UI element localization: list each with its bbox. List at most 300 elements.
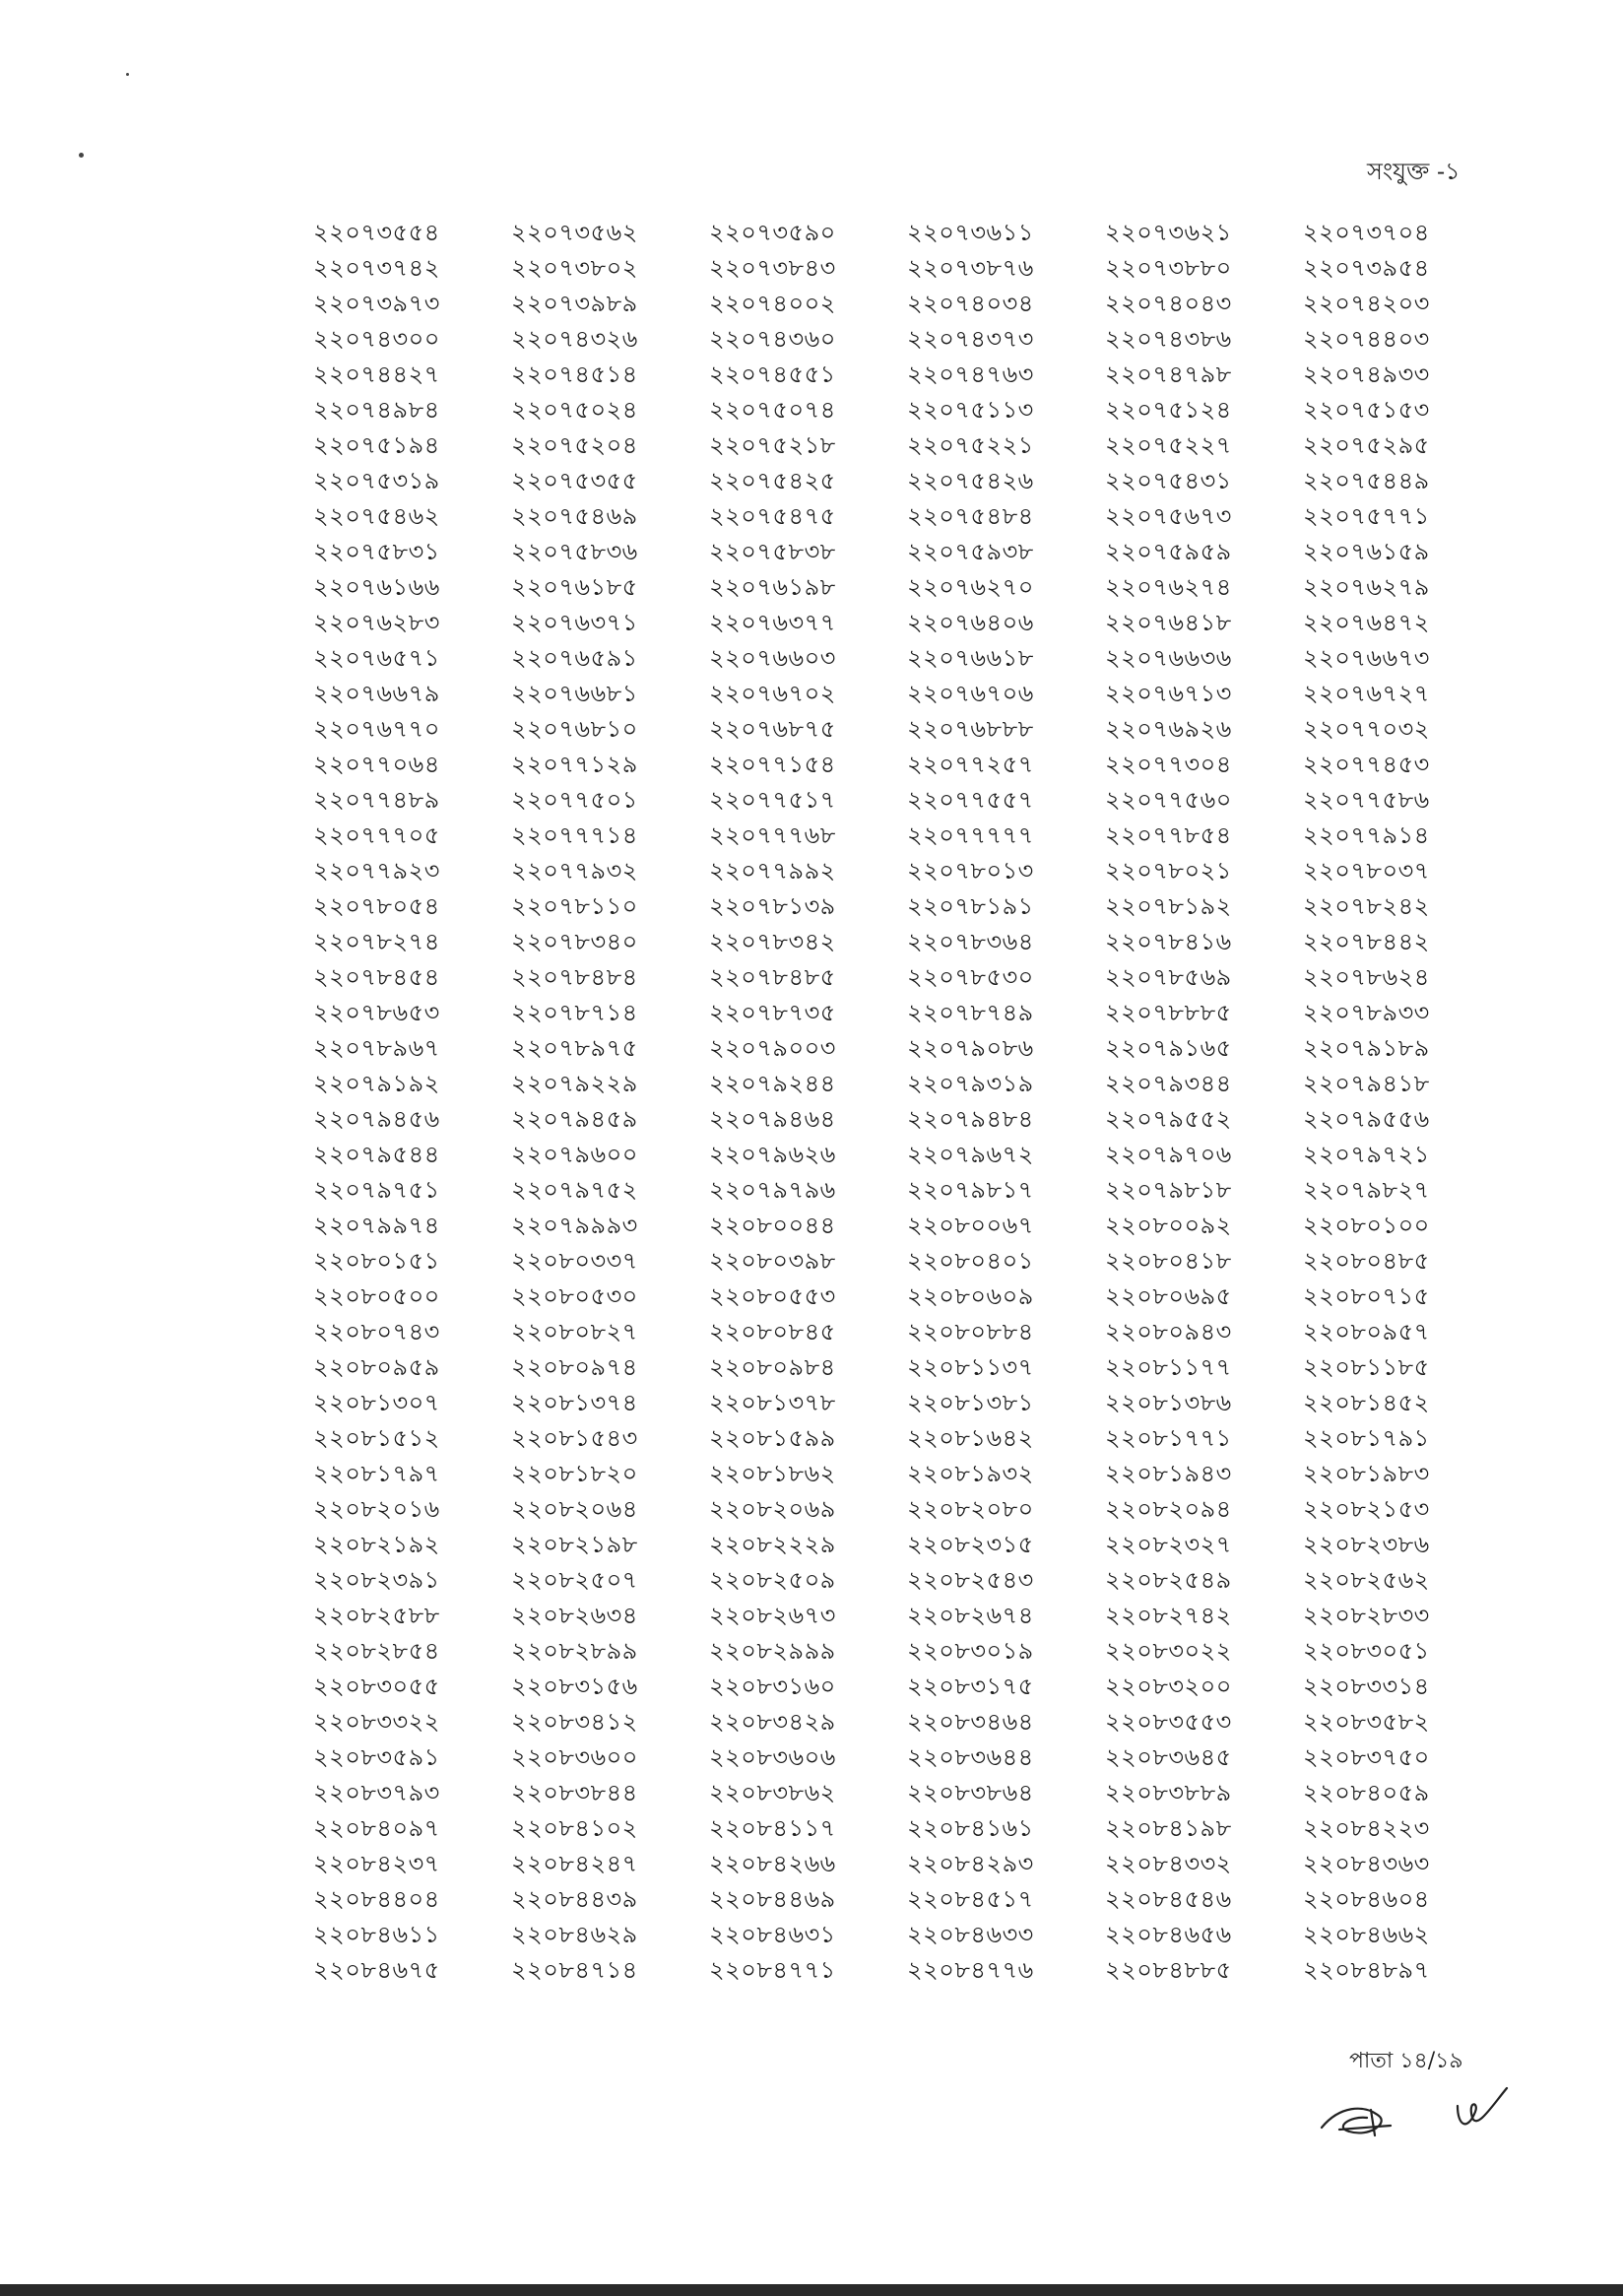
roll-number-cell: ২২০৮১১৮৫ [1303,1353,1430,1381]
roll-number-cell: ২২০৮২১৯২ [313,1531,440,1558]
roll-number-cell: ২২০৭৭৯২৩ [313,857,440,885]
roll-number-cell: ২২০৭৭৭০৫ [313,821,440,849]
roll-number-cell: ২২০৭৮৭১৪ [511,999,638,1026]
roll-number-cell: ২২০৮৪১০২ [511,1814,638,1842]
roll-number-cell: ২২০৭৬৭১৩ [1105,680,1232,707]
roll-number-cell: ২২০৭৬২৭০ [907,573,1034,601]
roll-number-cell: ২২০৭৭৭১৪ [511,821,638,849]
roll-number-cell: ২২০৭৬৩৭৭ [709,609,836,636]
roll-number-cell: ২২০৮৩৩২২ [313,1708,440,1736]
roll-number-cell: ২২০৭৭৯৩২ [511,857,638,885]
roll-number-cell: ২২০৭৫৪২৬ [907,467,1034,494]
roll-number-cell: ২২০৭৩৮০২ [511,254,638,282]
roll-number-cell: ২২০৮২৮৫৪ [313,1637,440,1665]
roll-number-cell: ২২০৭৫৪৭৫ [709,502,836,530]
roll-number-cell: ২২০৭৮২৭৪ [313,928,440,955]
roll-number-cell: ২২০৮১৩৭৮ [709,1389,836,1416]
roll-number-cell: ২২০৮০০৬৭ [907,1212,1034,1239]
roll-number-cell: ২২০৮৩৮৬৪ [907,1779,1034,1806]
roll-number-cell: ২২০৮০৯৫৯ [313,1353,440,1381]
roll-number-cell: ২২০৮১৭৭১ [1105,1424,1232,1452]
roll-number-cell: ২২০৭৮৫৬৯ [1105,963,1232,991]
roll-number-cell: ২২০৮৩৪২৯ [709,1708,836,1736]
roll-number-cell: ২২০৭৫১২৪ [1105,396,1232,424]
roll-number-cell: ২২০৭৫৯৫৯ [1105,538,1232,565]
roll-number-cell: ২২০৮০৪০১ [907,1247,1034,1275]
roll-number-cell: ২২০৮২০৬৯ [709,1495,836,1523]
roll-number-cell: ২২০৭৭২৫৭ [907,751,1034,778]
roll-number-cell: ২২০৮৪৫৪৬ [1105,1885,1232,1913]
roll-number-cell: ২২০৭৫৪৬২ [313,502,440,530]
roll-number-cell: ২২০৭৭৩০৪ [1105,751,1232,778]
roll-number-cell: ২২০৭৯১৯২ [313,1070,440,1097]
roll-number-cell: ২২০৮০৮২৭ [511,1318,638,1345]
roll-number-cell: ২২০৭৩৭৪২ [313,254,440,282]
roll-number-cell: ২২০৮০৮৪৫ [709,1318,836,1345]
roll-number-cell: ২২০৮৪২৩৭ [313,1850,440,1877]
roll-number-cell: ২২০৭৮১৩৯ [709,892,836,920]
roll-number-cell: ২২০৭৯৭২১ [1303,1141,1430,1168]
roll-number-cell: ২২০৮২৯৯৯ [709,1637,836,1665]
roll-number-cell: ২২০৮৩৫৮২ [1303,1708,1430,1736]
roll-number-cell: ২২০৭৯০০৩ [709,1034,836,1062]
roll-number-cell: ২২০৭৬৬৮১ [511,680,638,707]
roll-number-cell: ২২০৭৮১১০ [511,892,638,920]
roll-number-cell: ২২০৮৩৫৯১ [313,1743,440,1771]
roll-number-cell: ২২০৮০১৫১ [313,1247,440,1275]
roll-number-cell: ২২০৭৯৩৪৪ [1105,1070,1232,1097]
roll-number-cell: ২২০৮১৪৫২ [1303,1389,1430,1416]
roll-number-cell: ২২০৮৪৬৩৩ [907,1921,1034,1948]
roll-number-cell: ২২০৭৮৩৪০ [511,928,638,955]
roll-number-cell: ২২০৭৩৯৭৩ [313,290,440,317]
roll-number-cell: ২২০৭৫৯৩৮ [907,538,1034,565]
roll-number-cell: ২২০৮২৬৩৪ [511,1602,638,1629]
roll-number-cell: ২২০৮৪৫১৭ [907,1885,1034,1913]
roll-number-cell: ২২০৭৯৪৬৪ [709,1105,836,1133]
roll-number-cell: ২২০৮১৯৮৩ [1303,1460,1430,1487]
roll-number-cell: ২২০৭৯৫৫৬ [1303,1105,1430,1133]
roll-number-cell: ২২০৭৯৯৭৪ [313,1212,440,1239]
roll-number-cell: ২২০৭৯৫৪৪ [313,1141,440,1168]
roll-number-cell: ২২০৮৪৬৬২ [1303,1921,1430,1948]
roll-number-cell: ২২০৮৪০৯৭ [313,1814,440,1842]
roll-number-cell: ২২০৭৬১৬৬ [313,573,440,601]
roll-number-cell: ২২০৮৪১৯৮ [1105,1814,1232,1842]
roll-number-cell: ২২০৭৪০০২ [709,290,836,317]
roll-number-cell: ২২০৭৪৩২৬ [511,325,638,353]
roll-number-cell: ২২০৮৪০৫৯ [1303,1779,1430,1806]
roll-number-cell: ২২০৭৭০৩২ [1303,715,1430,743]
roll-number-cell: ২২০৮৩১৭৫ [907,1673,1034,1700]
roll-number-cell: ২২০৭৮৩৪২ [709,928,836,955]
roll-number-cell: ২২০৭৩৯৫৪ [1303,254,1430,282]
roll-number-cell: ২২০৮৩০২২ [1105,1637,1232,1665]
roll-number-cell: ২২০৭৬৭০২ [709,680,836,707]
roll-number-cell: ২২০৭৬৭২৭ [1303,680,1430,707]
roll-number-cell: ২২০৭৫১১৩ [907,396,1034,424]
roll-number-cell: ২২০৭৩৭০৪ [1303,219,1430,246]
roll-number-cell: ২২০৭৯৩১৯ [907,1070,1034,1097]
roll-number-cell: ২২০৭৭৮৫৪ [1105,821,1232,849]
roll-number-cell: ২২০৭৯৮২৭ [1303,1176,1430,1204]
roll-number-cell: ২২০৮৪৬৫৬ [1105,1921,1232,1948]
roll-number-cell: ২২০৮০৯৮৪ [709,1353,836,1381]
roll-number-cell: ২২০৭৯৯৯৩ [511,1212,638,1239]
roll-number-cell: ২২০৭৮৫৩০ [907,963,1034,991]
roll-number-cell: ২২০৭৩৯৮৯ [511,290,638,317]
roll-number-cell: ২২০৮৪৭৭১ [709,1956,836,1984]
roll-number-cell: ২২০৭৬৯২৬ [1105,715,1232,743]
roll-number-cell: ২২০৭৬৪৭২ [1303,609,1430,636]
roll-number-cell: ২২০৭৮৩৬৪ [907,928,1034,955]
roll-number-cell: ২২০৭৭৫৫৭ [907,786,1034,814]
roll-number-cell: ২২০৮১৩৭৪ [511,1389,638,1416]
roll-number-cell: ২২০৮৩৮৮৯ [1105,1779,1232,1806]
roll-number-cell: ২২০৭৪৭৯৮ [1105,361,1232,388]
roll-number-cell: ২২০৮১৩৮৬ [1105,1389,1232,1416]
roll-number-cell: ২২০৭৬৮১০ [511,715,638,743]
roll-number-cell: ২২০৭৪৯৩৩ [1303,361,1430,388]
roll-number-cell: ২২০৮১১৩৭ [907,1353,1034,1381]
roll-number-cell: ২২০৮৪৬১১ [313,1921,440,1948]
roll-number-cell: ২২০৭৬৬৩৬ [1105,644,1232,672]
roll-number-cell: ২২০৭৫১৫৩ [1303,396,1430,424]
roll-number-cell: ২২০৭৩৮৭৬ [907,254,1034,282]
roll-number-cell: ২২০৮৪১১৭ [709,1814,836,1842]
roll-number-cell: ২২০৮৩৬০৬ [709,1743,836,1771]
roll-number-cell: ২২০৭৯৭৯৬ [709,1176,836,1204]
roll-number-cell: ২২০৮৪৬৩১ [709,1921,836,1948]
roll-number-cell: ২২০৭৮৪৮৫ [709,963,836,991]
roll-number-cell: ২২০৭৫৪২৫ [709,467,836,494]
roll-number-cell: ২২০৭৬১৮৫ [511,573,638,601]
roll-number-cell: ২২০৭৬১৫৯ [1303,538,1430,565]
roll-number-cell: ২২০৮০৬৯৫ [1105,1282,1232,1310]
roll-number-cell: ২২০৮০৭১৫ [1303,1282,1430,1310]
roll-number-cell: ২২০৭৬৭০৬ [907,680,1034,707]
roll-number-cell: ২২০৭৯৮১৮ [1105,1176,1232,1204]
roll-number-cell: ২২০৭৭৫১৭ [709,786,836,814]
roll-number-cell: ২২০৭৩৬২১ [1105,219,1232,246]
roll-number-cell: ২২০৭৯৪১৮ [1303,1070,1430,1097]
roll-number-cell: ২২০৮১৮৬২ [709,1460,836,1487]
roll-number-cell: ২২০৭৫৪৩১ [1105,467,1232,494]
roll-number-cell: ২২০৭৬১৯৮ [709,573,836,601]
roll-number-cell: ২২০৮১৫১২ [313,1424,440,1452]
roll-number-cell: ২২০৭৩৫৫৪ [313,219,440,246]
roll-number-cell: ২২০৮২৬৭৪ [907,1602,1034,1629]
roll-number-cell: ২২০৮৩৬০০ [511,1743,638,1771]
roll-number-cell: ২২০৮৩৮৪৪ [511,1779,638,1806]
roll-number-cell: ২২০৭৪৩৭৩ [907,325,1034,353]
roll-number-cell: ২২০৮২১৯৮ [511,1531,638,1558]
roll-number-cell: ২২০৮২৩৮৬ [1303,1531,1430,1558]
roll-number-cell: ২২০৮১৯৪৩ [1105,1460,1232,1487]
roll-number-cell: ২২০৮০১০০ [1303,1212,1430,1239]
roll-number-cell: ২২০৭৮৬২৪ [1303,963,1430,991]
roll-number-cell: ২২০৮১৯৩২ [907,1460,1034,1487]
roll-number-cell: ২২০৭৭৫৬০ [1105,786,1232,814]
roll-number-cell: ২২০৭৩৬১১ [907,219,1034,246]
roll-number-cell: ২২০৭৬৫৯১ [511,644,638,672]
roll-number-cell: ২২০৭৫২৯৫ [1303,431,1430,459]
roll-number-cell: ২২০৮৪৬৭৫ [313,1956,440,1984]
roll-number-cell: ২২০৮৩৪৬৪ [907,1708,1034,1736]
roll-number-cell: ২২০৭৯৭৫১ [313,1176,440,1204]
roll-number-cell: ২২০৭৮৮৮৫ [1105,999,1232,1026]
roll-number-cell: ২২০৮০৬০৯ [907,1282,1034,1310]
roll-number-cell: ২২০৮২৫৬২ [1303,1566,1430,1594]
roll-number-cell: ২২০৭৮৯৭৫ [511,1034,638,1062]
roll-number-cell: ২২০৭৩৮৮০ [1105,254,1232,282]
roll-number-cell: ২২০৭৬৮৭৫ [709,715,836,743]
roll-number-cell: ২২০৭৯৪৫৯ [511,1105,638,1133]
roll-number-cell: ২২০৮০৯৫৭ [1303,1318,1430,1345]
roll-number-cell: ২২০৮২৮৩৩ [1303,1602,1430,1629]
roll-number-cell: ২২০৮৩১৬০ [709,1673,836,1700]
roll-number-cell: ২২০৮৪৬০৪ [1303,1885,1430,1913]
roll-number-cell: ২২০৭৫২০৪ [511,431,638,459]
roll-number-cell: ২২০৮৩৬৪৫ [1105,1743,1232,1771]
roll-number-cell: ২২০৭৯৫৫২ [1105,1105,1232,1133]
roll-number-cell: ২২০৮০৫৩০ [511,1282,638,1310]
roll-number-cell: ২২০৭৯২২৯ [511,1070,638,1097]
roll-number-cell: ২২০৭৮৬৫৩ [313,999,440,1026]
roll-number-cell: ২২০৮০৮৮৪ [907,1318,1034,1345]
roll-number-cell: ২২০৮২৩১৫ [907,1531,1034,1558]
roll-number-cell: ২২০৮২২২৯ [709,1531,836,1558]
roll-number-cell: ২২০৮৩৫৫৩ [1105,1708,1232,1736]
roll-number-cell: ২২০৮৩৩১৪ [1303,1673,1430,1700]
roll-number-cell: ২২০৭৮০৫৪ [313,892,440,920]
roll-number-cell: ২২০৮৩৭৯৩ [313,1779,440,1806]
roll-number-cell: ২২০৮০০৯২ [1105,1212,1232,1239]
roll-number-cell: ২২০৮৪১৬১ [907,1814,1034,1842]
roll-number-cell: ২২০৭৫৭৭১ [1303,502,1430,530]
roll-number-cell: ২২০৮০৭৪৩ [313,1318,440,1345]
roll-number-cell: ২২০৭৬৪০৬ [907,609,1034,636]
roll-number-cell: ২২০৮১৬৪২ [907,1424,1034,1452]
roll-number-cell: ২২০৭৫৮৩১ [313,538,440,565]
roll-number-cell: ২২০৭৪৫৫১ [709,361,836,388]
roll-number-cell: ২২০৮৪৭৭৬ [907,1956,1034,1984]
roll-number-cell: ২২০৭৯১৬৫ [1105,1034,1232,1062]
roll-number-cell: ২২০৭৭৭৬৮ [709,821,836,849]
roll-number-cell: ২২০৮১৭৯১ [1303,1424,1430,1452]
roll-number-cell: ২২০৭৭১২৯ [511,751,638,778]
roll-number-cell: ২২০৮৩০৫৫ [313,1673,440,1700]
roll-number-cell: ২২০৭৮৪৫৪ [313,963,440,991]
roll-number-cell: ২২০৮১৩৮১ [907,1389,1034,1416]
annex-label: সংযুক্ত -১ [1367,158,1461,185]
roll-number-cell: ২২০৮২৫৪৯ [1105,1566,1232,1594]
roll-number-cell: ২২০৭৫৮৩৬ [511,538,638,565]
roll-number-cell: ২২০৭৩৫৯০ [709,219,836,246]
roll-number-cell: ২২০৮৩৪১২ [511,1708,638,1736]
roll-number-cell: ২২০৮৩২০০ [1105,1673,1232,1700]
roll-number-cell: ২২০৭৫৩৫৫ [511,467,638,494]
roll-number-cell: ২২০৮২৬৭৩ [709,1602,836,1629]
roll-number-cell: ২২০৮০৫০০ [313,1282,440,1310]
roll-number-cell: ২২০৭৬৪১৮ [1105,609,1232,636]
roll-number-cell: ২২০৭৫২২৭ [1105,431,1232,459]
roll-number-cell: ২২০৭৬২৭৯ [1303,573,1430,601]
roll-number-cell: ২২০৮৪৩৬৩ [1303,1850,1430,1877]
roll-number-cell: ২২০৮১৭৯৭ [313,1460,440,1487]
roll-number-cell: ২২০৮৩০১৯ [907,1637,1034,1665]
roll-number-cell: ২২০৭৬৭৭০ [313,715,440,743]
roll-number-cell: ২২০৭৪৩৬০ [709,325,836,353]
roll-number-cell: ২২০৮২৩২৭ [1105,1531,1232,1558]
roll-number-cell: ২২০৭৫৬৭৩ [1105,502,1232,530]
roll-number-cell: ২২০৭৪০৪৩ [1105,290,1232,317]
roll-number-cell: ২২০৮০৩৩৭ [511,1247,638,1275]
roll-number-cell: ২২০৭৪৭৬৩ [907,361,1034,388]
roll-number-cell: ২২০৭৯৪৫৬ [313,1105,440,1133]
roll-number-cell: ২২০৭৯০৮৬ [907,1034,1034,1062]
roll-number-cell: ২২০৭৫২১৮ [709,431,836,459]
roll-number-cell: ২২০৮০৩৯৮ [709,1247,836,1275]
roll-number-cell: ২২০৮৪২৬৬ [709,1850,836,1877]
roll-number-cell: ২২০৭৯৪৮৪ [907,1105,1034,1133]
roll-number-cell: ২২০৭৪৯৮৪ [313,396,440,424]
roll-number-cell: ২২০৭৪৪২৭ [313,361,440,388]
roll-number-cell: ২২০৮১৫৪৩ [511,1424,638,1452]
roll-number-cell: ২২০৭৫৪৬৯ [511,502,638,530]
scan-speck [126,73,129,76]
roll-number-cell: ২২০৭৭৫৮৬ [1303,786,1430,814]
roll-number-cell: ২২০৭৫০২৪ [511,396,638,424]
roll-number-cell: ২২০৭৬৬৭৯ [313,680,440,707]
roll-number-cell: ২২০৭৪৫১৪ [511,361,638,388]
roll-number-cell: ২২০৭৯১৮৯ [1303,1034,1430,1062]
roll-number-cell: ২২০৮০৫৫৩ [709,1282,836,1310]
roll-number-cell: ২২০৭৬৬১৮ [907,644,1034,672]
roll-number-cell: ২২০৮৪২৪৭ [511,1850,638,1877]
roll-number-cell: ২২০৭৯৭০৬ [1105,1141,1232,1168]
roll-number-cell: ২২০৮৪৮৮৫ [1105,1956,1232,1984]
scan-bottom-edge [0,2284,1623,2296]
roll-number-cell: ২২০৮২৫০৭ [511,1566,638,1594]
roll-number-cell: ২২০৭৪৩০০ [313,325,440,353]
roll-number-cell: ২২০৮১৩০৭ [313,1389,440,1416]
roll-number-cell: ২২০৭৬৫৭১ [313,644,440,672]
roll-number-cell: ২২০৮১১৭৭ [1105,1353,1232,1381]
roll-number-cell: ২২০৭৬৬৭৩ [1303,644,1430,672]
roll-number-cell: ২২০৮৪২২৩ [1303,1814,1430,1842]
roll-number-cell: ২২০৭৮৭৩৫ [709,999,836,1026]
roll-number-cell: ২২০৮১৫৯৯ [709,1424,836,1452]
roll-number-cell: ২২০৭৪০৩৪ [907,290,1034,317]
roll-number-cell: ২২০৭৪৪০৩ [1303,325,1430,353]
roll-number-cell: ২২০৭৯৭৫২ [511,1176,638,1204]
scan-speck [79,153,84,158]
roll-number-cell: ২২০৭৮২৪২ [1303,892,1430,920]
roll-number-cell: ২২০৭৯৬০০ [511,1141,638,1168]
roll-number-cell: ২২০৮০৪১৮ [1105,1247,1232,1275]
roll-number-cell: ২২০৭৮৯৩৩ [1303,999,1430,1026]
roll-number-cell: ২২০৭৯২৪৪ [709,1070,836,1097]
roll-number-cell: ২২০৮২৫০৯ [709,1566,836,1594]
signature [1310,2066,1517,2155]
roll-number-cell: ২২০৮১৮২০ [511,1460,638,1487]
roll-number-cell: ২২০৭৭৪৫৩ [1303,751,1430,778]
roll-number-cell: ২২০৭৭০৬৪ [313,751,440,778]
roll-number-cell: ২২০৮২০৮০ [907,1495,1034,1523]
roll-number-cell: ২২০৮৪৪০৪ [313,1885,440,1913]
roll-number-cell: ২২০৮৪৮৯৭ [1303,1956,1430,1984]
roll-number-cell: ২২০৭৫৪৮৪ [907,502,1034,530]
roll-number-cell: ২২০৭৯৮১৭ [907,1176,1034,1204]
roll-number-cell: ২২০৮৪৪৩৯ [511,1885,638,1913]
roll-number-cell: ২২০৭৭৯১৪ [1303,821,1430,849]
roll-number-cell: ২২০৮২১৫৩ [1303,1495,1430,1523]
roll-number-cell: ২২০৭৮১৯১ [907,892,1034,920]
roll-number-cell: ২২০৮০৪৮৫ [1303,1247,1430,1275]
roll-number-cell: ২২০৭৭৪৮৯ [313,786,440,814]
roll-number-cell: ২২০৭৩৫৬২ [511,219,638,246]
page-number: পাতা ১৪/১৯ [1349,2049,1463,2073]
roll-number-cell: ২২০৮২৭৪২ [1105,1602,1232,1629]
roll-number-cell: ২২০৭৫৩১৯ [313,467,440,494]
roll-number-cell: ২২০৭৮০১৩ [907,857,1034,885]
roll-number-cell: ২২০৮৪৩৩২ [1105,1850,1232,1877]
roll-number-cell: ২২০৮৪৭১৪ [511,1956,638,1984]
roll-number-cell: ২২০৭৬৩৭১ [511,609,638,636]
roll-number-cell: ২২০৭৮৭৪৯ [907,999,1034,1026]
roll-number-cell: ২২০৮২৮৯৯ [511,1637,638,1665]
roll-number-cell: ২২০৭৮৪৪২ [1303,928,1430,955]
roll-number-cell: ২২০৭৮০৩৭ [1303,857,1430,885]
roll-number-cell: ২২০৭৫৮৩৮ [709,538,836,565]
roll-number-cell: ২২০৭৯৬২৬ [709,1141,836,1168]
roll-number-cell: ২২০৮০৯৭৪ [511,1353,638,1381]
roll-number-cell: ২২০৭৭১৫৪ [709,751,836,778]
roll-number-cell: ২২০৭৬৬০৩ [709,644,836,672]
roll-number-cell: ২২০৭৮১৯২ [1105,892,1232,920]
roll-number-cell: ২২০৭৩৮৪৩ [709,254,836,282]
roll-number-cell: ২২০৮২৩৯১ [313,1566,440,1594]
roll-number-cell: ২২০৮২০১৬ [313,1495,440,1523]
roll-number-cell: ২২০৮০০৪৪ [709,1212,836,1239]
roll-number-cell: ২২০৭৪২০৩ [1303,290,1430,317]
roll-number-cell: ২২০৮৩৬৪৪ [907,1743,1034,1771]
roll-number-table [313,215,1495,1988]
roll-number-cell: ২২০৭৭৫০১ [511,786,638,814]
roll-number-cell: ২২০৭৫১৯৪ [313,431,440,459]
roll-number-cell: ২২০৮২০৬৪ [511,1495,638,1523]
roll-number-cell: ২২০৮৪২৯৩ [907,1850,1034,1877]
roll-number-cell: ২২০৮২৫৪৩ [907,1566,1034,1594]
roll-number-cell: ২২০৭৬২৭৪ [1105,573,1232,601]
roll-number-cell: ২২০৭৫২২১ [907,431,1034,459]
roll-number-cell: ২২০৭৭৭৭৭ [907,821,1034,849]
roll-number-cell: ২২০৮৪৬২৯ [511,1921,638,1948]
roll-number-cell: ২২০৮৩১৫৬ [511,1673,638,1700]
roll-number-cell: ২২০৭৪৩৮৬ [1105,325,1232,353]
roll-number-cell: ২২০৮২৫৮৮ [313,1602,440,1629]
roll-number-cell: ২২০৮২০৯৪ [1105,1495,1232,1523]
roll-number-cell: ২২০৭৭৯৯২ [709,857,836,885]
roll-number-cell: ২২০৭৮৯৬৭ [313,1034,440,1062]
roll-number-cell: ২২০৭৯৬৭২ [907,1141,1034,1168]
roll-number-cell: ২২০৭৫০৭৪ [709,396,836,424]
roll-number-cell: ২২০৭৮৪৮৪ [511,963,638,991]
roll-number-cell: ২২০৮৩০৫১ [1303,1637,1430,1665]
roll-number-cell: ২২০৭৬৮৮৮ [907,715,1034,743]
roll-number-cell: ২২০৮৩৭৫০ [1303,1743,1430,1771]
